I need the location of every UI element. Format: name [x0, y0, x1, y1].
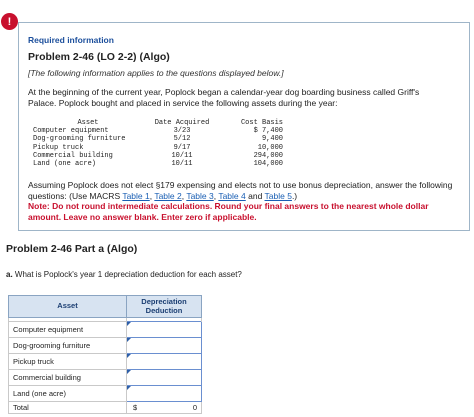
asset-name: Land (one acre)	[33, 160, 97, 169]
asset-row	[33, 152, 283, 160]
answer-row	[9, 354, 202, 370]
deduction-input-cell[interactable]	[127, 322, 202, 338]
asset-table	[33, 119, 283, 168]
total-label: Total	[9, 402, 127, 414]
asset-date: 3/23	[173, 127, 191, 136]
asset-date: 10/11	[171, 160, 193, 169]
applies-note: [The following information applies to the questions displayed below.]	[28, 68, 284, 78]
table-4-link[interactable]: Table 4	[218, 190, 246, 201]
answer-deduction-header: Depreciation Deduction	[127, 296, 202, 318]
flag-icon	[127, 386, 131, 390]
total-row	[9, 402, 202, 414]
commercial-building-deduction-input[interactable]	[127, 370, 201, 385]
asset-name: Pickup truck	[33, 143, 84, 152]
table-3-link[interactable]: Table 3	[186, 190, 214, 201]
asset-row	[33, 144, 283, 152]
cost-column-header: Cost Basis	[240, 119, 283, 127]
required-information-panel	[18, 22, 470, 231]
asset-cost: $ 7,400	[253, 127, 283, 136]
asset-name: Computer equipment	[33, 127, 109, 136]
alert-icon: !	[1, 13, 18, 30]
table-1-link[interactable]: Table 1	[122, 190, 150, 201]
answer-row	[9, 322, 202, 338]
asset-date: 5/12	[173, 135, 191, 144]
asset-cost: 104,000	[253, 160, 283, 169]
asset-name: Dog-grooming furniture	[33, 135, 126, 144]
assumption-text: Assuming Poplock does not elect §179 expensing and elects not to use bonus depreciation, answer the following questions: (Use MACRS	[28, 180, 453, 201]
flag-icon	[127, 370, 131, 374]
flag-icon	[127, 322, 131, 326]
answer-asset-header: Asset	[9, 296, 127, 318]
required-information-heading: Required information	[28, 35, 114, 45]
asset-row	[33, 127, 283, 135]
asset-date: 10/11	[171, 151, 193, 160]
deduction-input-cell[interactable]	[127, 370, 202, 386]
total-value: 0	[192, 403, 197, 412]
asset-row	[33, 135, 283, 143]
answer-row	[9, 386, 202, 402]
deduction-input-cell[interactable]	[127, 338, 202, 354]
asset-cost: 294,000	[253, 151, 283, 160]
intro-paragraph: At the beginning of the current year, Poplock began a calendar-year dog boarding business called Griff's Palace. Poplock bought and placed in service the following assets during the year:	[28, 87, 420, 108]
total-currency: $	[133, 403, 138, 412]
separator: ,	[181, 190, 187, 201]
asset-name: Commercial building	[33, 151, 113, 160]
asset-row	[33, 160, 283, 168]
asset-cost: 10,000	[257, 143, 283, 152]
problem-title: Problem 2-46 (LO 2-2) (Algo)	[28, 51, 170, 63]
rounding-note: Note: Do not round intermediate calculations. Round your final answers to the nearest whole dollar amount. Leave no answer blank. Enter zero if applicable.	[28, 201, 429, 222]
answer-row	[9, 370, 202, 386]
deduction-input-cell[interactable]	[127, 354, 202, 370]
asset-date: 9/17	[173, 143, 191, 152]
table-2-link[interactable]: Table 2	[154, 190, 182, 201]
asset-column-header: Asset	[77, 119, 99, 127]
answer-asset-name: Pickup truck	[9, 354, 127, 370]
answer-asset-name: Commercial building	[9, 370, 127, 386]
question-label: a.	[6, 270, 13, 279]
computer-equipment-deduction-input[interactable]	[127, 322, 201, 337]
separator: ,	[213, 190, 219, 201]
answer-asset-name: Land (one acre)	[9, 386, 127, 402]
total-value-cell	[127, 402, 202, 414]
flag-icon	[127, 354, 131, 358]
part-title: Problem 2-46 Part a (Algo)	[6, 243, 138, 255]
pickup-truck-deduction-input[interactable]	[127, 354, 201, 369]
deduction-input-cell[interactable]	[127, 386, 202, 402]
answer-row	[9, 338, 202, 354]
answer-table	[8, 295, 202, 414]
land-deduction-input[interactable]	[127, 386, 201, 401]
flag-icon	[127, 338, 131, 342]
separator: and	[245, 190, 265, 201]
date-column-header: Date Acquired	[154, 119, 210, 127]
asset-cost: 9,400	[261, 135, 283, 144]
question-body: What is Poplock's year 1 depreciation deduction for each asset?	[12, 270, 242, 279]
separator: ,	[149, 190, 155, 201]
question-text	[6, 270, 242, 279]
separator: .)	[291, 190, 298, 201]
answer-asset-name: Dog-grooming furniture	[9, 338, 127, 354]
assumption-paragraph	[28, 180, 463, 222]
dog-grooming-furniture-deduction-input[interactable]	[127, 338, 201, 353]
table-5-link[interactable]: Table 5	[264, 190, 292, 201]
answer-asset-name: Computer equipment	[9, 322, 127, 338]
